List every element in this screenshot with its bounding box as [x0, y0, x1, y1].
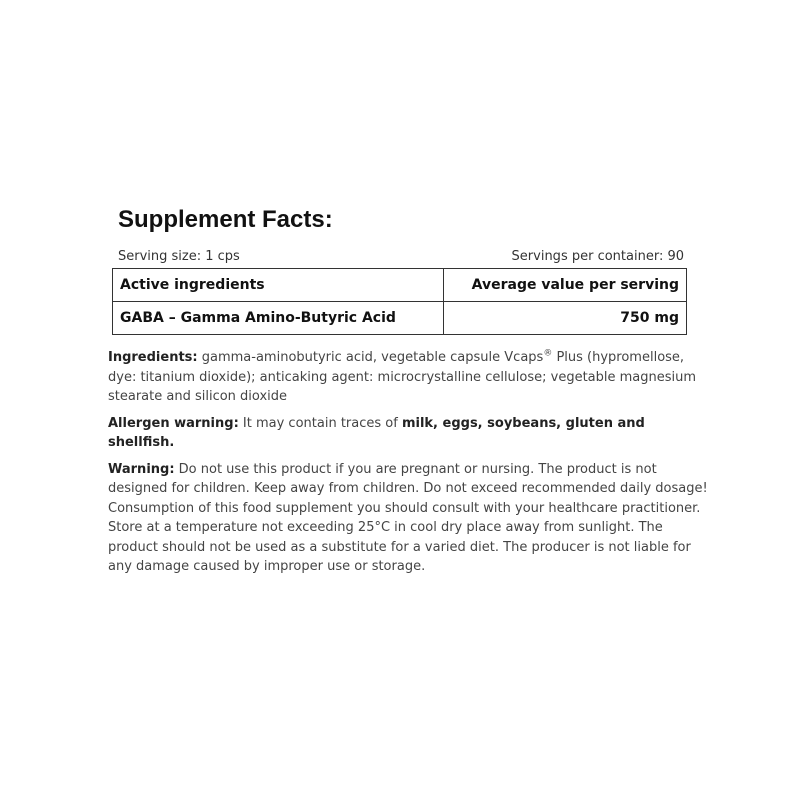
serving-size: Serving size: 1 cps: [118, 249, 240, 264]
product-info-text: [108, 348, 708, 584]
ingredients-text-2: Plus (hypromellose, dye: titanium dioxide); anticaking agent: microcrystalline cellulose; vegetable magnesium stearate and silicon dioxide: [108, 350, 697, 404]
warning-text: Do not use this product if you are pregnant or nursing. The product is not designed for children. Keep away from children. Do not exceed recommended daily dosage! Consumption of this food supplement you should consult with your healthcare practitioner. Store at a temperature not exceeding 25°C in cool dry place away from sunlight. The product should not be used as a substitute for a varied diet. The producer is not liable for any damage caused by improper use or storage.: [108, 461, 708, 574]
warning-paragraph: [108, 460, 708, 577]
ingredient-amount: 750 mg: [444, 302, 687, 335]
facts-table: [112, 268, 687, 335]
allergen-text: It may contain traces of: [238, 415, 402, 431]
header-active-ingredients: Active ingredients: [113, 269, 444, 302]
ingredient-name: GABA – Gamma Amino-Butyric Acid: [113, 302, 444, 335]
allergen-label: Allergen warning:: [108, 415, 239, 431]
supplement-facts-title: Supplement Facts:: [118, 206, 333, 233]
header-average-value: Average value per serving: [444, 269, 687, 302]
ingredients-label: Ingredients:: [108, 350, 198, 365]
servings-per-container: Servings per container: 90: [511, 249, 684, 264]
ingredients-paragraph: [108, 348, 708, 407]
table-header-row: [113, 269, 687, 302]
allergen-items: milk, eggs, soybeans, gluten and shellfish.: [108, 415, 645, 450]
warning-label: Warning:: [108, 461, 175, 477]
table-row: [113, 302, 687, 335]
allergen-paragraph: [108, 414, 708, 453]
registered-mark: ®: [543, 348, 553, 359]
ingredients-text-1: gamma-aminobutyric acid, vegetable capsule Vcaps: [197, 350, 544, 365]
